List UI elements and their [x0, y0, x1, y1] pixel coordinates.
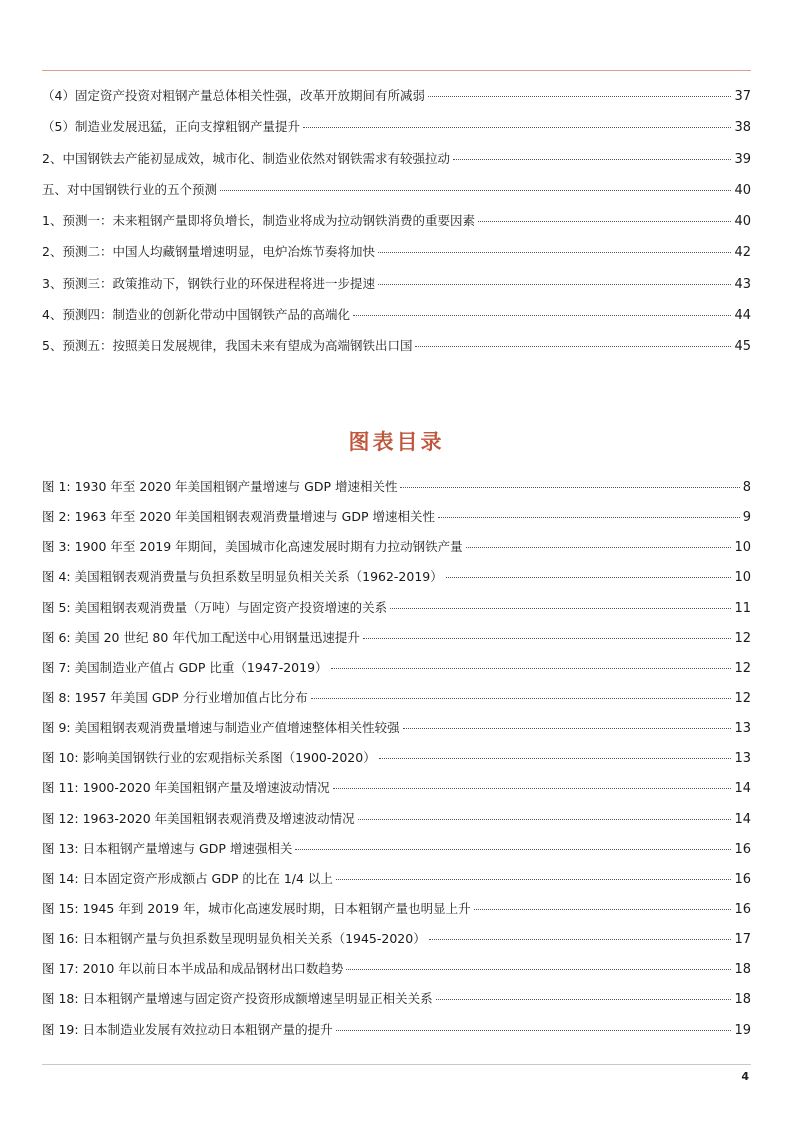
leader-dots [390, 608, 731, 609]
figure-entry[interactable] [42, 504, 751, 534]
leader-dots [400, 487, 739, 488]
leader-dots [378, 284, 731, 285]
leader-dots [311, 698, 732, 699]
figure-entry-label: 图 8: 1957 年美国 GDP 分行业增加值占比分布 [42, 689, 308, 705]
figure-entry-page: 18 [734, 992, 751, 1008]
leader-dots [474, 909, 732, 910]
toc-entry[interactable] [42, 146, 751, 177]
figure-entry-page: 13 [734, 721, 751, 737]
toc-list [42, 83, 751, 365]
leader-dots [436, 999, 732, 1000]
toc-entry-label: 4、预测四：制造业的创新化带动中国钢铁产品的高端化 [42, 307, 350, 323]
toc-entry-label: 3、预测三：政策推动下，钢铁行业的环保进程将进一步提速 [42, 275, 375, 291]
toc-entry-label: 2、中国钢铁去产能初显成效，城市化、制造业依然对钢铁需求有较强拉动 [42, 150, 450, 166]
leader-dots [478, 221, 731, 222]
figure-entry[interactable] [42, 655, 751, 685]
leader-dots [333, 788, 732, 789]
figure-entry-page: 14 [734, 781, 751, 797]
leader-dots [378, 252, 731, 253]
toc-entry-page: 40 [734, 214, 751, 230]
figure-entry[interactable] [42, 866, 751, 896]
leader-dots [438, 517, 740, 518]
figure-entry-page: 17 [734, 932, 751, 948]
toc-entry[interactable] [42, 333, 751, 364]
leader-dots [446, 577, 732, 578]
toc-entry[interactable] [42, 208, 751, 239]
header-rule [42, 70, 751, 71]
figure-entry-label: 图 5: 美国粗钢表观消费量（万吨）与固定资产投资增速的关系 [42, 599, 388, 615]
leader-dots [220, 190, 731, 191]
leader-dots [336, 1030, 732, 1031]
page-number: 4 [741, 1070, 749, 1083]
figure-entry[interactable] [42, 1017, 751, 1047]
figure-entry[interactable] [42, 986, 751, 1016]
toc-entry-label: 1、预测一：未来粗钢产量即将负增长，制造业将成为拉动钢铁消费的重要因素 [42, 213, 475, 229]
figure-entry-page: 18 [734, 962, 751, 978]
figure-entry[interactable] [42, 534, 751, 564]
leader-dots [336, 879, 732, 880]
figure-entry[interactable] [42, 836, 751, 866]
leader-dots [453, 159, 731, 160]
figure-entry-label: 图 4: 美国粗钢表观消费量与负担系数呈明显负相关关系（1962-2019） [42, 569, 443, 585]
figure-entry-label: 图 16: 日本粗钢产量与负担系数呈现明显负相关关系（1945-2020） [42, 931, 426, 947]
leader-dots [466, 547, 732, 548]
figure-entry-page: 12 [734, 690, 751, 706]
figure-entry-label: 图 11: 1900-2020 年美国粗钢产量及增速波动情况 [42, 780, 330, 796]
figure-entry-label: 图 2: 1963 年至 2020 年美国粗钢表观消费量增速与 GDP 增速相关性 [42, 509, 435, 525]
figure-entry-page: 16 [734, 901, 751, 917]
figure-entry-label: 图 9: 美国粗钢表观消费量增速与制造业产值增速整体相关性较强 [42, 720, 400, 736]
figure-entry-page: 8 [742, 480, 751, 495]
figure-entry-page: 12 [734, 660, 751, 676]
figure-entry-label: 图 13: 日本粗钢产量增速与 GDP 增速强相关 [42, 840, 293, 856]
figure-entry-label: 图 15: 1945 年到 2019 年，城市化高速发展时期，日本粗钢产量也明显上升 [42, 900, 471, 916]
figure-entry-page: 10 [734, 570, 751, 586]
figure-entry-label: 图 10: 影响美国钢铁行业的宏观指标关系图（1900-2020） [42, 750, 376, 766]
leader-dots [331, 668, 732, 669]
leader-dots [303, 127, 731, 128]
figure-entry-page: 12 [734, 630, 751, 646]
toc-entry-page: 42 [734, 245, 751, 261]
figure-entry[interactable] [42, 685, 751, 715]
figure-entry-page: 9 [742, 510, 751, 526]
figure-entry[interactable] [42, 926, 751, 956]
figure-entry[interactable] [42, 564, 751, 594]
footer-rule [42, 1064, 751, 1065]
leader-dots [363, 638, 732, 639]
figure-entry-label: 图 18: 日本粗钢产量增速与固定资产投资形成额增速呈明显正相关关系 [42, 991, 433, 1007]
toc-entry-page: 43 [734, 276, 751, 292]
figure-entry-page: 10 [734, 540, 751, 556]
toc-entry-label: 五、对中国钢铁行业的五个预测 [42, 181, 218, 197]
toc-entry-page: 44 [734, 308, 751, 324]
figure-entry[interactable] [42, 745, 751, 775]
leader-dots [429, 939, 732, 940]
figure-entry-page: 14 [734, 811, 751, 827]
toc-entry-page: 39 [734, 151, 751, 167]
figure-entry[interactable] [42, 595, 751, 625]
figure-entry[interactable] [42, 474, 751, 504]
figure-entry[interactable] [42, 775, 751, 805]
figure-entry-label: 图 17: 2010 年以前日本半成品和成品钢材出口数趋势 [42, 961, 344, 977]
figure-entry-page: 11 [734, 600, 751, 616]
toc-entry-label: 5、预测五：按照美日发展规律，我国未来有望成为高端钢铁出口国 [42, 338, 413, 354]
figure-entry[interactable] [42, 956, 751, 986]
figure-entry-label: 图 19: 日本制造业发展有效拉动日本粗钢产量的提升 [42, 1021, 333, 1037]
leader-dots [379, 758, 732, 759]
leader-dots [295, 849, 731, 850]
figure-entry-page: 16 [734, 841, 751, 857]
leader-dots [415, 346, 731, 347]
figure-entry-label: 图 14: 日本固定资产形成额占 GDP 的比在 1/4 以上 [42, 870, 333, 886]
figures-section-title: 图表目录 [348, 430, 445, 454]
figure-entry-label: 图 7: 美国制造业产值占 GDP 比重（1947-2019） [42, 659, 328, 675]
figure-entry-page: 19 [734, 1022, 751, 1038]
leader-dots [353, 315, 731, 316]
leader-dots [403, 728, 732, 729]
figure-entry-label: 图 1: 1930 年至 2020 年美国粗钢产量增速与 GDP 增速相关性 [42, 479, 398, 494]
toc-entry[interactable] [42, 302, 751, 333]
toc-entry-page: 37 [734, 89, 751, 104]
figure-entry-label: 图 12: 1963-2020 年美国粗钢表观消费及增速波动情况 [42, 810, 355, 826]
figure-entry-label: 图 3: 1900 年至 2019 年期间，美国城市化高速发展时期有力拉动钢铁产量 [42, 539, 463, 555]
toc-entry-label: （5）制造业发展迅猛，正向支撑粗钢产量提升 [42, 119, 300, 135]
figure-entry[interactable] [42, 896, 751, 926]
figure-entry[interactable] [42, 625, 751, 655]
toc-entry-page: 45 [734, 339, 751, 355]
toc-entry[interactable] [42, 83, 751, 114]
leader-dots [346, 969, 731, 970]
toc-entry-page: 40 [734, 182, 751, 198]
toc-entry[interactable] [42, 114, 751, 145]
figure-entry-page: 13 [734, 751, 751, 767]
figure-entry-label: 图 6: 美国 20 世纪 80 年代加工配送中心用钢量迅速提升 [42, 629, 360, 645]
figure-entry-page: 16 [734, 871, 751, 887]
toc-entry[interactable] [42, 177, 751, 208]
toc-entry-page: 38 [734, 120, 751, 136]
leader-dots [358, 819, 732, 820]
figure-entry[interactable] [42, 806, 751, 836]
toc-entry[interactable] [42, 239, 751, 270]
leader-dots [428, 96, 731, 97]
figure-list [42, 474, 751, 1047]
toc-entry-label: （4）固定资产投资对粗钢产量总体相关性强，改革开放期间有所减弱 [42, 88, 425, 103]
toc-entry[interactable] [42, 271, 751, 302]
toc-entry-label: 2、预测二：中国人均藏钢量增速明显，电炉冶炼节奏将加快 [42, 244, 375, 260]
figure-entry[interactable] [42, 715, 751, 745]
